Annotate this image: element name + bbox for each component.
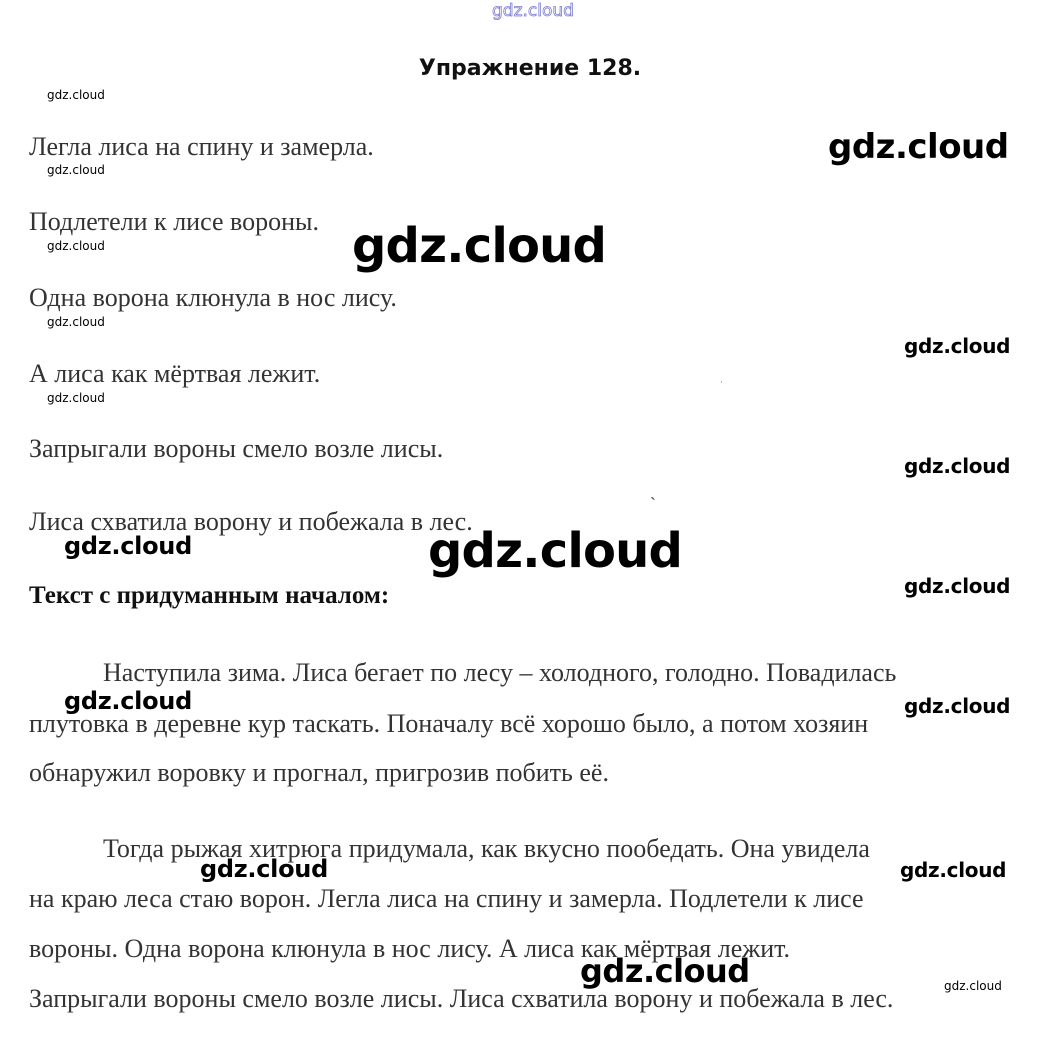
watermark-small: gdz.cloud (47, 88, 105, 102)
sentence-6: Лиса схватила ворону и побежала в лес. (29, 507, 473, 536)
watermark-small: gdz.cloud (944, 979, 1002, 993)
watermark-small: gdz.cloud (47, 239, 105, 253)
watermark-large: gdz.cloud (580, 952, 750, 990)
watermark-medium: gdz.cloud (200, 855, 328, 883)
story-line: Наступила зима. Лиса бегает по лесу – холодного, голодно. Повадилась (103, 658, 897, 687)
watermark-medium: gdz.cloud (904, 694, 1011, 718)
page-title: Упражнение 128. (418, 56, 642, 81)
sentence-5: Запрыгали вороны смело возле лисы. (29, 434, 444, 463)
sentence-2: Подлетели к лисе вороны. (29, 207, 319, 236)
story-line: Запрыгали вороны смело возле лисы. Лиса схватила ворону и побежала в лес. (29, 984, 894, 1013)
watermark-medium: gdz.cloud (64, 687, 192, 715)
sentence-4: А лиса как мёртвая лежит. (29, 359, 321, 388)
sentence-1: Легла лиса на спину и замерла. (29, 132, 374, 161)
watermark-medium: gdz.cloud (900, 858, 1007, 882)
story-line: плутовка в деревне кур таскать. Поначалу всё хорошо было, а потом хозяин (29, 709, 869, 738)
watermark-small: gdz.cloud (47, 163, 105, 177)
watermark-huge: gdz.cloud (428, 523, 683, 579)
story-line: вороны. Одна ворона клюнула в нос лису. А лиса как мёртвая лежит. (29, 934, 791, 963)
watermark-medium: gdz.cloud (904, 454, 1011, 478)
watermark-small: gdz.cloud (47, 391, 105, 405)
story-line: обнаружил воровку и прогнал, пригрозив побить её. (29, 758, 609, 787)
scan-speck: · (720, 378, 723, 387)
story-line: на краю леса стаю ворон. Легла лиса на спину и замерла. Подлетели к лисе (29, 884, 864, 913)
watermark-medium: gdz.cloud (64, 532, 192, 560)
watermark-top: gdz.cloud (492, 1, 574, 21)
section-heading: Текст с придуманным началом: (29, 582, 390, 609)
watermark-small: gdz.cloud (47, 315, 105, 329)
sentence-3: Одна ворона клюнула в нос лису. (29, 283, 397, 312)
watermark-medium: gdz.cloud (904, 574, 1011, 598)
watermark-medium: gdz.cloud (904, 334, 1011, 358)
scan-speck: ` (650, 494, 656, 514)
story-line: Тогда рыжая хитрюга придумала, как вкусно пообедать. Она увидела (103, 834, 870, 863)
watermark-huge: gdz.cloud (352, 218, 607, 274)
watermark-large: gdz.cloud (828, 127, 1009, 167)
